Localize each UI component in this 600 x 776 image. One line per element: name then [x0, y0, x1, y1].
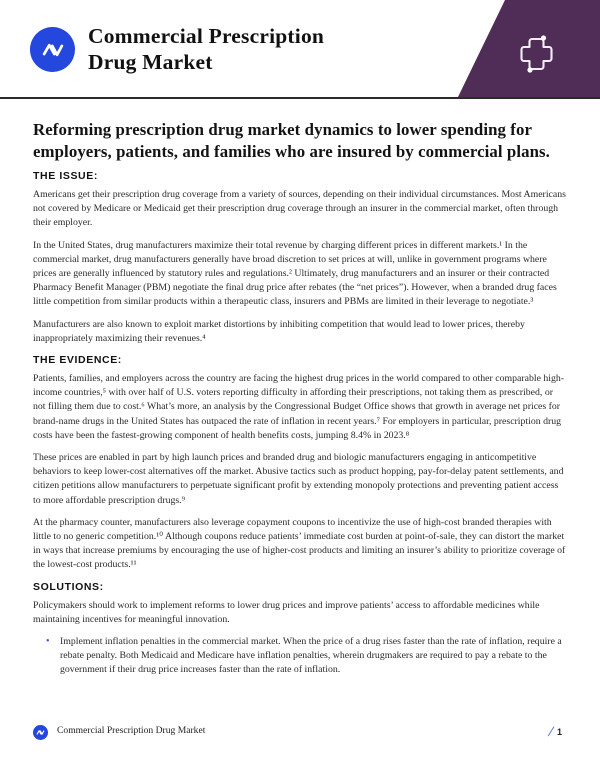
page-number: 1 — [556, 727, 562, 737]
issue-paragraph-1: Americans get their prescription drug coverage from a variety of sources, depending on their individual circumstances. Most Americans not covered by Medicare or Medicaid get their prescription drug coverage through an insurer in the commercial market, often through their employer. — [33, 189, 566, 229]
header — [0, 0, 600, 97]
section-heading-issue: THE ISSUE: — [33, 170, 98, 182]
document-title-line1: Commercial Prescription — [88, 24, 325, 48]
evidence-paragraph-1: Patients, families, and employers across the country are facing the highest drug prices in the world compared to other comparable high-income countries,⁵ with over half of U.S. voters reporting difficulty in affording their prescriptions, not taking them as prescribed, or not filling them due to cost.⁶ What’s more, an analysis by the Congressional Budget Office shows that growth in average net prices for brand-name drugs in the United States has outpaced the rate of inflation in recent years.⁷ For employers in particular, prescription drug costs have been the fastest-growing component of health benefits costs, jumping 8.4% in 2023.⁸ — [33, 373, 565, 441]
medical-cross-icon — [518, 33, 558, 75]
solutions-paragraph-1: Policymakers should work to implement reforms to lower drug prices and improve patients’ access to affordable medicines while maintaining incentives for meaningful innovation. — [33, 599, 540, 625]
footer-brand-logo — [33, 725, 48, 740]
section-heading-solutions: SOLUTIONS: — [33, 580, 104, 593]
brand-logo — [30, 27, 75, 72]
headline: Reforming prescription drug market dynamics to lower spending for employers, patients, and families who are insured by commercial plans. — [33, 120, 550, 161]
solutions-bullet-list — [33, 635, 567, 678]
header-corner-shape — [450, 0, 600, 97]
page-slash: / — [548, 724, 555, 739]
evidence-paragraph-3: At the pharmacy counter, manufacturers also leverage copayment coupons to incentivize the use of high-cost branded therapies with little to no generic competition.¹⁰ Although coupons reduce patients’ immediate cost burden at point-of-sale, they can distort the market in ways that increase premiums by encouraging the use of higher-cost products and limiting an insurer’s ability to prioritize coverage of the lowest-cost products.¹¹ — [33, 516, 566, 571]
evidence-paragraph-2: These prices are enabled in part by high launch prices and branded drug and biologic manufacturers engaging in anticompetitive behaviors to keep lower-cost alternatives off the market. Abusive tactics such as product hopping, pay-for-delay patent settlements, and citizen petitions allow manufacturers to perpetuate significant profit by extending monopoly protections and preventing patient access to more affordable prescription drugs.⁹ — [33, 452, 564, 506]
footer — [0, 723, 600, 743]
av-monogram-icon — [35, 727, 46, 738]
section-heading-evidence: THE EVIDENCE: — [33, 354, 122, 367]
issue-paragraph-3: Manufacturers are also known to exploit market distortions by inhibiting competition that would lead to lower prices, thereby inappropriately maximizing their revenues.⁴ — [33, 318, 525, 344]
document-title — [88, 23, 324, 75]
page-indicator — [549, 723, 562, 738]
solutions-bullet-1: Implement inflation penalties in the commercial market. When the price of a drug rises faster than the rate of inflation, require a rebate penalty. Both Medicaid and Medicare have inflation penalties, wherein drugmakers are required to pay a rebate to the government if their drug price increases faster than the rate of inflation. — [60, 636, 562, 676]
main-content — [33, 119, 567, 678]
document-title-line2: Drug Market — [88, 50, 213, 74]
footer-document-title: Commercial Prescription Drug Market — [57, 725, 206, 736]
list-item — [33, 635, 567, 678]
av-monogram-icon — [38, 35, 68, 65]
bullet-marker: • — [46, 636, 50, 648]
issue-paragraph-2: In the United States, drug manufacturers maximize their total revenue by charging different prices in different markets.¹ In the commercial market, drug manufacturers generally have broad discretion to set prices at will, unlike in government programs where prices are generally influenced by statutory rules and regulations.² Ultimately, drug manufacturers and an insurer or their contracted Pharmacy Benefit Manager (PBM) negotiate the final drug price after rebates (the “net prices”). However, when a branded drug faces little competition from similar products within a therapeutic class, insurers and PBMs are limited in their leverage to negotiate.³ — [33, 239, 557, 308]
header-divider — [0, 97, 600, 99]
